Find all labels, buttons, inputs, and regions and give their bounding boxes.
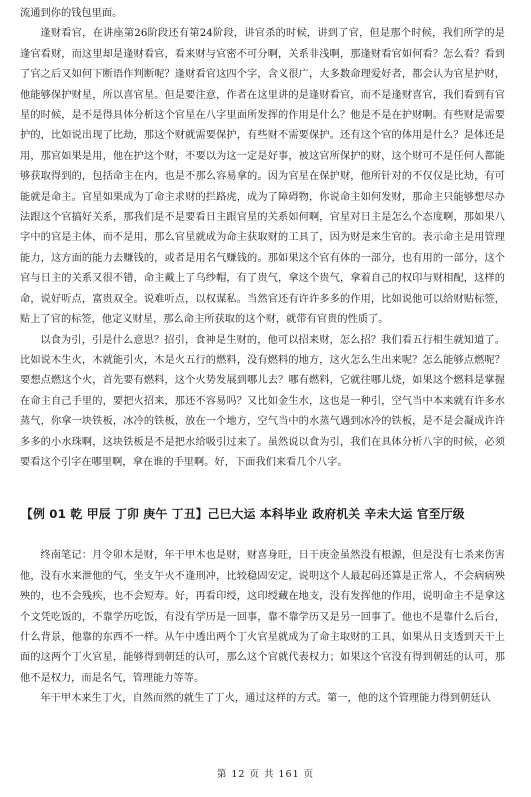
- page-footer: 第 12 页 共 161 页: [216, 769, 315, 780]
- paragraph-notes: 终南笔记：月令卯木是财，年干甲木也是财，财喜身旺，日干庚金虽然没有根源，但是没有七杀来伤害他，没有水来泄他的气，坐支午火不逢刑冲，比较稳固安定，说明这个人最起码还算是正常人，不会病病殃殃的，也不会残疾，也不会短寿。好，再看印绶，这印绶藏在地支，没有发挥他的作用，说明命主不是拿这个文凭吃饭的，不靠学历吃饭，有没有学历是一回事，靠不靠学历又是另一回事了。他也不是靠什么后台，什么背景，他靠的东西不一样。从午中透出两个丁火官星就成为了命主取财的工具，如果从日支透到天干上面的这两个丁火官星，能够得到朝廷的认可，那么这个官就代表权力；如果这个官没有得到朝廷的认可，那他不是权力，而是名气，管理能力等等。: [20, 550, 505, 684]
- case-heading: 【例 01 乾 甲辰 丁卯 庚午 丁丑】己巳大运 本科毕业 政府机关 辛未大运 官至厅级: [21, 507, 465, 522]
- document-page: [0, 4, 531, 797]
- paragraph-continued: 年干甲木来生丁火，自然而然的就生了丁火，通过这样的方式。第一，他的这个管理能力得到朝廷认: [40, 693, 491, 705]
- paragraph-wealth-official: 逢财看官，在讲座第26阶段还有第24阶段，讲官杀的时候，讲到了官，但是那个时候，我们所学的是逢官看财，而这里却是逢财看官，看来财与官密不可分啊，关系非浅啊，那逢财看官如何看？怎么看？看到了官之后又如何下断语作判断呢？逢财看官这四个字，含义很广，大多数命理爱好者，都会认为官星护财，他能够保护财星，所以喜官星。但是要注意，作者在这里讲的是逢财看官，而不是逢财喜官，我们看到有官星的时候，是不是得具体分析这个官星在八字里面所发挥的作用是什么？他是不是在护财啊。有些财是需要护的，比如说出现了比劫，那这个财就需要保护，有些财不需要保护。还有这个官的体用是什么？是体还是用，那官如果是用，他在护这个财，不要以为这一定是好事，被这官所保护的财，这个财可不是任何人都能够获取得到的，包括命主在内，也是不那么容易拿的。因为官星在保护财，他所针对的不仅仅是比劫，有可能就是命主。官星如果成为了命主求财的拦路虎，成为了障碍物，你说命主如何发财，那命主只能够想尽办法跟这个官搞好关系，那我们是不是要看日主跟官星的关系如何啊，官星对日主是怎么个态度啊，那如果八字中的官是主体，而不是用，那么官星就成为命主获取财的工具了，因为财是来生官的。表示命主是用管理能力，这方面的能力去赚钱的，或者是用名气赚钱的。那如果这个官有体的一部分，也有用的一部分，这个官与日主的关系又很不错，命主戴上了乌纱帽，有了贵气，拿这个贵气，拿着自己的权印与财相配，这样的命，说好听点，富贵双全。说难听点，以权谋私。当然官还有许许多多的作用，比如说他可以给财贴标签，贴上了官的标签，他定义财星，那么命主所获取的这个财，就带有官贵的性质了。: [20, 28, 505, 326]
- paragraph-continuation: 流通到你的钱包里面。: [20, 8, 123, 19]
- paragraph-food-attraction: 以食为引，引是什么意思？招引，食神是生财的，他可以招来财，怎么招？我们看五行相生就知道了。比如说木生火，木就能引火，木是火五行的燃料，没有燃料的地方，这火怎么生出来呢？怎么能够点燃呢？要想点燃这个火，首先要有燃料，这个火势发展到哪儿去？哪有燃料，它就往哪儿烧，如果这个燃料是掌握在命主自己手里的，要把火招来，那还不容易吗？又比如金生水，这也是一种引，空气当中本来就有许多水蒸气，你拿一块铁板，冰冷的铁板，放在一个地方，空气当中的水蒸气遇到冰冷的铁板，是不是会凝成许许多多的小水珠啊，这块铁板是不是把水给吸引过来了。虽然说以食为引，我们在具体分析八字的时候，必须要看这个引字在哪里啊，拿在谁的手里啊。好，下面我们来看几个八字。: [20, 334, 505, 468]
